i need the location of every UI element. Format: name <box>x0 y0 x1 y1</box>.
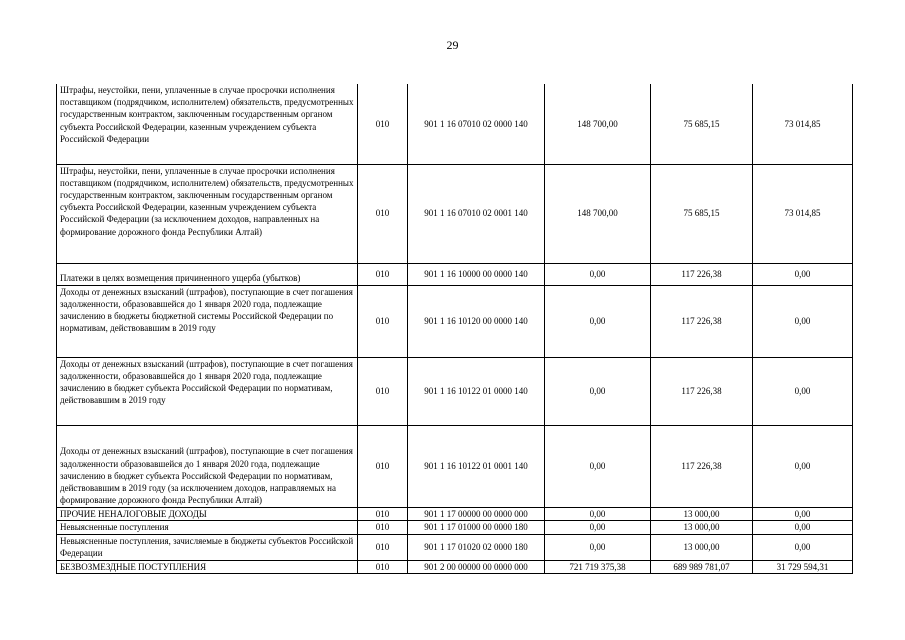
table-row <box>57 560 853 573</box>
row-budget-code-cell: 901 1 17 00000 00 0000 000 <box>408 507 545 520</box>
row-name-cell: Доходы от денежных взысканий (штрафов), поступающие в счет погашения задолженности образовавшейся до 1 января 2020 года, подлежащие зачислению в бюджет субъекта Российской Федерации по нормативам, действовавшим в 2019 году (за исключением доходов, направляемых на формирование дорожного фонда Республики Алтай) <box>57 425 358 507</box>
row-approved-cell: 0,00 <box>545 357 651 425</box>
table-row <box>57 263 853 285</box>
row-executed-cell: 13 000,00 <box>651 507 753 520</box>
row-line-code-cell: 010 <box>358 285 408 357</box>
row-name-cell: Штрафы, неустойки, пени, уплаченные в случае просрочки исполнения поставщиком (подрядчиком, исполнителем) обязательств, предусмотренных государственным контрактом, заключенным государственным органом субъекта Российской Федерации, казенным учреждением субъекта Российской Федерации <box>57 84 358 164</box>
row-unexecuted-cell: 0,00 <box>753 285 853 357</box>
row-unexecuted-cell: 0,00 <box>753 425 853 507</box>
row-budget-code-cell: 901 1 16 07010 02 0001 140 <box>408 164 545 263</box>
row-approved-cell: 721 719 375,38 <box>545 560 651 573</box>
row-line-code-cell: 010 <box>358 357 408 425</box>
row-approved-cell: 0,00 <box>545 520 651 534</box>
row-executed-cell: 117 226,38 <box>651 263 753 285</box>
row-name-cell: ПРОЧИЕ НЕНАЛОГОВЫЕ ДОХОДЫ <box>57 507 358 520</box>
row-line-code-cell: 010 <box>358 263 408 285</box>
table-row <box>57 285 853 357</box>
row-executed-cell: 13 000,00 <box>651 520 753 534</box>
row-approved-cell: 0,00 <box>545 507 651 520</box>
row-budget-code-cell: 901 1 16 10122 01 0000 140 <box>408 357 545 425</box>
page-number: 29 <box>446 38 459 52</box>
row-line-code-cell: 010 <box>358 560 408 573</box>
row-budget-code-cell: 901 1 16 10122 01 0001 140 <box>408 425 545 507</box>
row-name-cell: БЕЗВОЗМЕЗДНЫЕ ПОСТУПЛЕНИЯ <box>57 560 358 573</box>
row-budget-code-cell: 901 1 16 10120 00 0000 140 <box>408 285 545 357</box>
row-executed-cell: 75 685,15 <box>651 84 753 164</box>
row-line-code-cell: 010 <box>358 84 408 164</box>
row-budget-code-cell: 901 2 00 00000 00 0000 000 <box>408 560 545 573</box>
row-budget-code-cell: 901 1 17 01020 02 0000 180 <box>408 534 545 560</box>
row-unexecuted-cell: 73 014,85 <box>753 84 853 164</box>
row-budget-code-cell: 901 1 17 01000 00 0000 180 <box>408 520 545 534</box>
row-unexecuted-cell: 73 014,85 <box>753 164 853 263</box>
row-executed-cell: 117 226,38 <box>651 357 753 425</box>
table-row <box>57 520 853 534</box>
row-line-code-cell: 010 <box>358 425 408 507</box>
row-unexecuted-cell: 0,00 <box>753 357 853 425</box>
row-name-cell: Невыясненные поступления, зачисляемые в бюджеты субъектов Российской Федерации <box>57 534 358 560</box>
table-row <box>57 507 853 520</box>
row-line-code-cell: 010 <box>358 507 408 520</box>
table-row <box>57 357 853 425</box>
table-row <box>57 425 853 507</box>
row-executed-cell: 75 685,15 <box>651 164 753 263</box>
table-row <box>57 164 853 263</box>
row-name-cell: Невыясненные поступления <box>57 520 358 534</box>
row-line-code-cell: 010 <box>358 164 408 263</box>
row-budget-code-cell: 901 1 16 10000 00 0000 140 <box>408 263 545 285</box>
row-budget-code-cell: 901 1 16 07010 02 0000 140 <box>408 84 545 164</box>
row-name-cell: Платежи в целях возмещения причиненного ущерба (убытков) <box>57 263 358 285</box>
row-approved-cell: 0,00 <box>545 285 651 357</box>
row-unexecuted-cell: 0,00 <box>753 507 853 520</box>
row-executed-cell: 13 000,00 <box>651 534 753 560</box>
row-unexecuted-cell: 0,00 <box>753 534 853 560</box>
row-approved-cell: 0,00 <box>545 425 651 507</box>
row-name-cell: Штрафы, неустойки, пени, уплаченные в случае просрочки исполнения поставщиком (подрядчиком, исполнителем) обязательств, предусмотренных государственным контрактом, заключенным государственным органом субъекта Российской Федерации, казенным учреждением субъекта Российской Федерации (за исключением доходов, направленных на формирование дорожного фонда Республики Алтай) <box>57 164 358 263</box>
row-executed-cell: 689 989 781,07 <box>651 560 753 573</box>
row-line-code-cell: 010 <box>358 520 408 534</box>
row-name-cell: Доходы от денежных взысканий (штрафов), поступающие в счет погашения задолженности, образовавшейся до 1 января 2020 года, подлежащие зачислению в бюджеты бюджетной системы Российской Федерации по нормативам, действовавшим в 2019 году <box>57 285 358 357</box>
row-approved-cell: 148 700,00 <box>545 164 651 263</box>
table-row <box>57 84 853 164</box>
row-approved-cell: 0,00 <box>545 534 651 560</box>
row-unexecuted-cell: 0,00 <box>753 520 853 534</box>
row-line-code-cell: 010 <box>358 534 408 560</box>
table-row <box>57 534 853 560</box>
row-approved-cell: 148 700,00 <box>545 84 651 164</box>
row-executed-cell: 117 226,38 <box>651 425 753 507</box>
row-executed-cell: 117 226,38 <box>651 285 753 357</box>
revenue-table <box>56 84 853 574</box>
row-unexecuted-cell: 31 729 594,31 <box>753 560 853 573</box>
row-name-cell: Доходы от денежных взысканий (штрафов), поступающие в счет погашения задолженности, образовавшейся до 1 января 2020 года, подлежащие зачислению в бюджет субъекта Российской Федерации по нормативам, действовавшим в 2019 году <box>57 357 358 425</box>
row-approved-cell: 0,00 <box>545 263 651 285</box>
row-unexecuted-cell: 0,00 <box>753 263 853 285</box>
